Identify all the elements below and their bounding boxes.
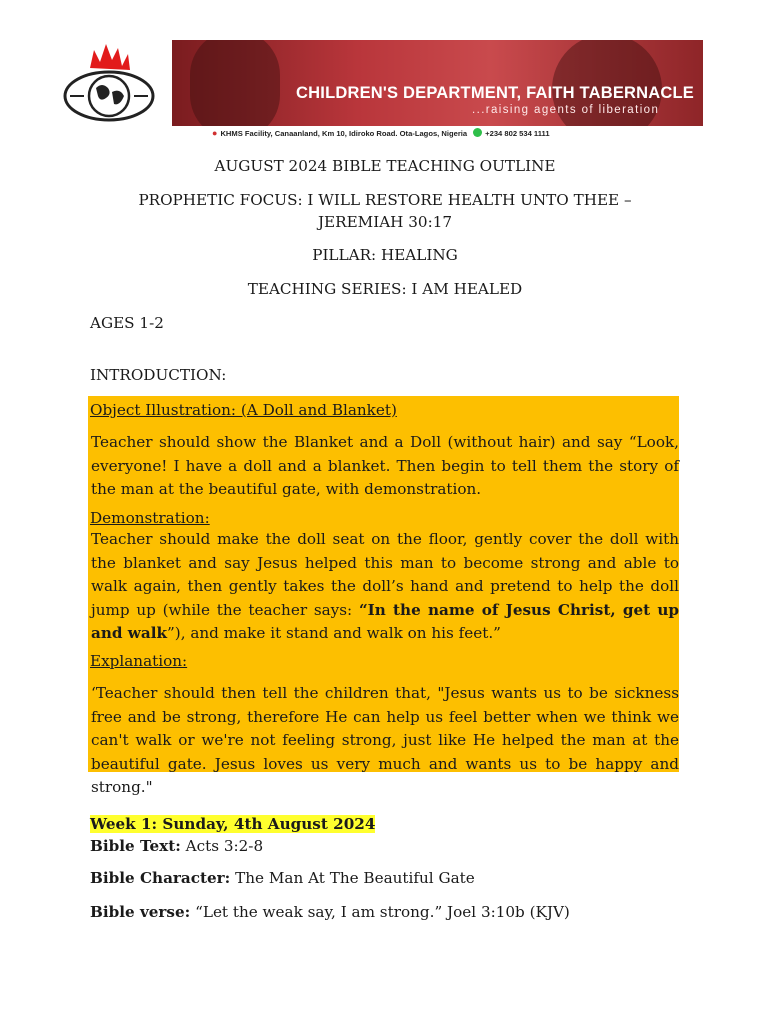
pillar-title: PILLAR: HEALING [312,246,458,264]
banner-title: CHILDREN'S DEPARTMENT, FAITH TABERNACLE [296,84,694,102]
header-banner [172,40,703,126]
banner-subtitle: ...raising agents of liberation [472,104,660,116]
prophetic-focus-line1: PROPHETIC FOCUS: I WILL RESTORE HEALTH UNTO THEE – [138,191,632,209]
object-illustration-text: Teacher should show the Blanket and a Doll (without hair) and say “Look, everyone! I have a doll and a blanket. Then begin to tell them the story of the man at the beautiful gate, with demonstration. [91,433,679,498]
introduction-heading: INTRODUCTION: [90,366,227,384]
address-text: KHMS Facility, Canaanland, Km 10, Idiroko Road. Ota-Lagos, Nigeria [220,129,468,138]
teaching-series-title: TEACHING SERIES: I AM HEALED [247,280,523,298]
week-heading: Week 1: Sunday, 4th August 2024 [90,815,376,833]
bible-character-line: Bible Character: The Man At The Beautiful Gate [90,869,475,887]
whatsapp-icon [473,128,482,137]
banner-photo-child [190,40,280,126]
outline-title: AUGUST 2024 BIBLE TEACHING OUTLINE [214,157,556,175]
prophetic-focus-line2: JEREMIAH 30:17 [317,213,453,231]
object-illustration-heading: Object Illustration: (A Doll and Blanket) [90,401,397,419]
age-group: AGES 1-2 [90,314,164,332]
bible-text-line: Bible Text: Acts 3:2-8 [90,837,264,855]
demonstration-quote: “In the name of Jesus Christ, get up and walk [91,600,679,642]
demonstration-heading: Demonstration: [90,509,210,527]
bible-verse-line: Bible verse: “Let the weak say, I am strong.” Joel 3:10b (KJV) [90,903,570,921]
demonstration-text: Teacher should make the doll seat on the floor, gently cover the doll with the blanket and say Jesus helped this man to become strong and able to walk again, then gently takes the doll’s hand and pretend to help the doll jump up (while the teacher says: “In the name of Jesus Christ, get up and walk”), and make it stand and walk on his feet.” [91,530,679,642]
address-line [212,128,732,138]
explanation-heading: Explanation: [90,652,188,670]
phone-number: +234 802 534 1111 [485,129,550,138]
location-pin-icon: ● [212,128,218,138]
explanation-text: ‘Teacher should then tell the children that, "Jesus wants us to be sickness free and be strong, therefore He can help us feel better when we think we can't walk or we're not feeling strong, just like He helped the man at the beautiful gate. Jesus loves us very much and wants us to be happy and strong." [91,684,679,796]
church-logo [62,42,156,124]
